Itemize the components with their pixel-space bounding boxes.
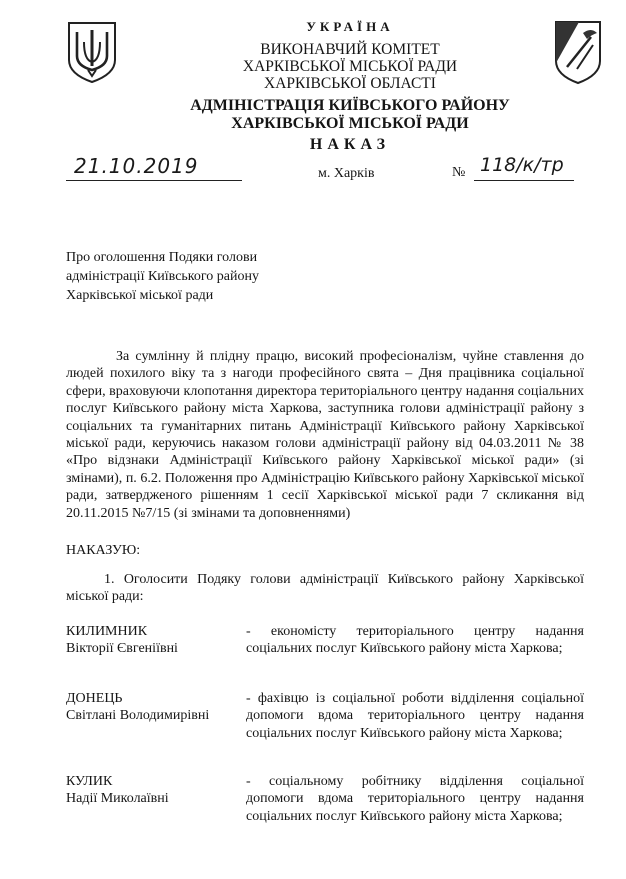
number-label: № [452,165,466,180]
person-surname: КУЛИК [66,774,113,789]
kharkiv-city-emblem-icon [553,19,603,85]
point-1 [66,571,584,606]
person-surname: ДОНЕЦЬ [66,691,123,706]
number-field [474,154,574,181]
person-name [66,623,236,658]
person-position: - економісту територіального центру надання соціальних послуг Київського району міста Харкова; [246,624,584,657]
country-title: УКРАЇНА [306,19,394,34]
city-label: м. Харків [318,166,375,181]
person-given-name: Надії Миколаївні [66,791,169,807]
person-name [66,773,236,808]
order-subject [66,248,259,305]
person-name [66,690,236,725]
subject-line: Про оголошення Подяки голови [66,250,258,265]
administration-title-line2: ХАРКІВСЬКОЇ МІСЬКОЇ РАДИ [231,115,469,132]
handwritten-date: 21.10.2019 [74,154,199,178]
point-1-text: 1. Оголосити Подяку голови адміністрації Київського району Харківської міської ради: [66,572,584,605]
person-given-name: Вікторії Євгеніївні [66,641,178,657]
executive-committee-line: ВИКОНАВЧИЙ КОМІТЕТ [260,41,440,58]
oblast-line: ХАРКІВСЬКОЇ ОБЛАСТІ [264,75,436,92]
preamble-paragraph [66,348,584,522]
date-field [66,154,242,181]
trident-emblem-icon [66,20,118,84]
person-surname: КИЛИМНИК [66,624,148,639]
person-position: - фахівцю із соціальної роботи відділення соціальної допомоги вдома територіального центру надання соціальних послуг Київського району міста Харкова; [246,691,584,741]
subject-line: Харківської міської ради [66,288,214,303]
administration-title-line1: АДМІНІСТРАЦІЯ КИЇВСЬКОГО РАЙОНУ [190,97,510,114]
person-given-name: Світлані Володимирівні [66,708,210,724]
city-council-line: ХАРКІВСЬКОЇ МІСЬКОЇ РАДИ [242,58,458,75]
order-title: НАКАЗ [309,136,391,153]
person-position: - соціальному робітнику відділення соціальної допомоги вдома територіального центру надання соціальних послуг Київського району міста Харкова; [246,774,584,824]
handwritten-number: 118/к/тр [480,154,564,176]
subject-line: адміністрації Київського району [66,269,259,284]
preamble-text: За сумлінну й плідну працю, високий професіоналізм, чуйне ставлення до людей похилого віку та з нагоди професійного свята – Дня працівника соціальної сфери, враховуючи клопотання директора територіального центру надання соціальних послуг Київського району міста Харкова, заступника голови адміністрації району з соціальних та гуманітарних питань Адміністрації Київського району Харківської міської ради, керуючись наказом голови адміністрації району від 04.03.2011 № 38 «Про відзнаки Адміністрації Київського району Харківської міської ради» (зі змінами), п. 6.2. Положення про Адміністрацію Київського району Харківської міської ради, затвердженого рішенням 1 сесії Харківської міської ради 7 скликання від 20.11.2015 №7/15 (зі змінами та доповненнями) [66,349,584,521]
order-word: НАКАЗУЮ: [66,543,141,558]
